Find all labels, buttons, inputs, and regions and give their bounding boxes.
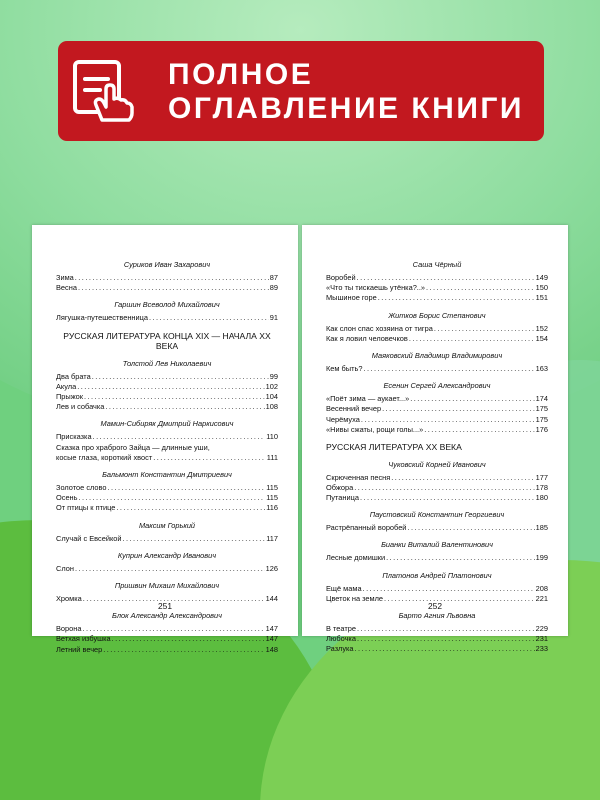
author-name: Блок Александр Александрович xyxy=(112,611,222,621)
entry-title: Хромка xyxy=(56,594,82,604)
leader-dots xyxy=(363,584,535,594)
entry-title: В театре xyxy=(326,623,356,633)
entry-title: Обжора xyxy=(326,482,354,492)
toc-entry xyxy=(56,534,278,544)
leader-dots xyxy=(434,324,535,334)
entry-title: Кем быть? xyxy=(326,364,363,374)
leader-dots xyxy=(424,425,534,435)
entry-page: 177 xyxy=(535,472,548,482)
entry-title: Как слон спас хозяина от тигра xyxy=(326,323,433,333)
entry-title: Черёмуха xyxy=(326,414,360,424)
entry-page: 102 xyxy=(265,381,278,391)
leader-dots xyxy=(386,553,535,563)
entry-title: Путаница xyxy=(326,492,359,502)
entry-title: Лев и собачка xyxy=(56,402,105,412)
toc-entry xyxy=(56,483,278,493)
entry-title: Лягушка-путешественница xyxy=(56,313,148,323)
author-name: Есенин Сергей Александрович xyxy=(383,381,491,391)
author-name: Паустовский Константин Георгиевич xyxy=(369,510,505,520)
entry-title: Случай с Евсейкой xyxy=(56,533,122,543)
banner-title-line2: ОГЛАВЛЕНИЕ КНИГИ xyxy=(168,92,524,125)
entry-title: Весна xyxy=(56,283,77,293)
entry-page: 147 xyxy=(265,634,278,644)
author-name: Платонов Андрей Платонович xyxy=(382,570,492,580)
toc-entry xyxy=(56,392,278,402)
entry-title: Цветок на земле xyxy=(326,593,384,603)
toc-entry xyxy=(326,273,548,283)
entry-page: 163 xyxy=(535,364,548,374)
entry-title: Зима xyxy=(56,273,74,282)
leader-dots xyxy=(357,634,535,644)
entry-page: 147 xyxy=(265,624,278,634)
entry-title: Растрёпанный воробей xyxy=(326,523,407,533)
entry-page: 108 xyxy=(265,402,278,412)
entry-page: 104 xyxy=(265,392,278,402)
entry-title: Разлука xyxy=(326,644,354,654)
leader-dots xyxy=(357,273,535,283)
author-name: Саша Чёрный xyxy=(412,260,462,269)
entry-page: 185 xyxy=(535,523,548,533)
toc-entry xyxy=(326,553,548,563)
leader-dots xyxy=(410,394,534,404)
entry-page: 126 xyxy=(265,563,278,573)
entry-title: Прыжок xyxy=(56,392,84,402)
entry-title: Как я ловил человечков xyxy=(326,333,408,343)
leader-dots xyxy=(93,432,266,442)
leader-dots xyxy=(391,473,534,483)
entry-title: Сказка про храброго Зайца — длинные уши, xyxy=(56,442,210,452)
entry-page: 221 xyxy=(535,593,548,603)
entry-title: Весенний вечер xyxy=(326,404,382,414)
leader-dots xyxy=(108,483,266,493)
entry-page: 99 xyxy=(269,371,278,381)
entry-page: 229 xyxy=(535,623,548,633)
entry-page: 180 xyxy=(535,492,548,502)
entry-page: 154 xyxy=(535,333,548,343)
leader-dots xyxy=(78,283,269,293)
toc-entry xyxy=(326,584,548,594)
header-banner xyxy=(58,41,544,141)
entry-title-continued xyxy=(56,453,278,463)
entry-page: 208 xyxy=(535,583,548,593)
leader-dots xyxy=(77,382,264,392)
entry-title: Два брата xyxy=(56,371,91,381)
author-name: Бальмонт Константин Дмитриевич xyxy=(102,470,232,480)
leader-dots xyxy=(354,483,534,493)
author-name: Пришвин Михаил Михайлович xyxy=(114,581,220,591)
leader-dots xyxy=(92,372,269,382)
entry-page: 148 xyxy=(265,644,278,654)
author-name: Куприн Александр Иванович xyxy=(117,550,217,560)
entry-title: Мышиное горе xyxy=(326,293,377,303)
toc-entry xyxy=(56,372,278,382)
section-heading: РУССКАЯ ЛИТЕРАТУРА XX ВЕКА xyxy=(326,442,462,453)
entry-page: 150 xyxy=(535,283,548,293)
entry-page: 117 xyxy=(266,533,278,543)
entry-title: Акула xyxy=(56,381,77,391)
leader-dots xyxy=(363,364,534,374)
entry-page: 116 xyxy=(266,503,278,513)
entry-page: 115 xyxy=(266,483,278,493)
leader-dots xyxy=(123,534,266,544)
author-name: Житков Борис Степанович xyxy=(388,310,486,320)
author-name: Барто Агния Львовна xyxy=(398,610,476,620)
toc-entry xyxy=(326,624,548,634)
leader-dots xyxy=(407,523,534,533)
toc-entry xyxy=(326,634,548,644)
entry-title: Скрюченная песня xyxy=(326,472,391,482)
author-name: Суриков Иван Захарович xyxy=(123,260,211,269)
entry-title: «Нивы сжаты, рощи голы...» xyxy=(326,424,424,434)
toc-entry xyxy=(326,283,548,293)
toc-entry xyxy=(326,644,548,654)
entry-page: 178 xyxy=(535,482,548,492)
entry-page: 111 xyxy=(266,452,278,462)
entry-page: 231 xyxy=(535,634,548,644)
toc-entry xyxy=(56,402,278,412)
toc-entry xyxy=(326,293,548,303)
entry-page: 89 xyxy=(269,283,278,293)
toc-entry xyxy=(56,283,278,293)
book-page-left xyxy=(32,225,298,654)
entry-title: Золотое слово xyxy=(56,483,107,493)
entry-title: От птицы к птице xyxy=(56,503,116,513)
leader-dots xyxy=(75,273,269,283)
toc-entry xyxy=(326,483,548,493)
leader-dots xyxy=(79,493,266,503)
entry-title: Лесные домишки xyxy=(326,553,386,563)
entry-page: 175 xyxy=(535,414,548,424)
leader-dots xyxy=(149,313,269,323)
toc-entry xyxy=(326,364,548,374)
leader-dots xyxy=(116,503,265,513)
author-name: Мамин-Сибиряк Дмитрий Наркисович xyxy=(100,419,234,429)
toc-entry xyxy=(56,624,278,634)
document-hand-icon xyxy=(72,59,138,123)
entry-page: 151 xyxy=(535,293,548,303)
banner-title-line1: ПОЛНОЕ xyxy=(168,58,314,91)
leader-dots xyxy=(103,645,264,655)
toc-entry xyxy=(56,564,278,574)
entry-title: Присказка xyxy=(56,432,92,442)
entry-page: 199 xyxy=(535,553,548,563)
entry-title: Ворона xyxy=(56,624,82,634)
toc-entry xyxy=(326,523,548,533)
author-name: Максим Горький xyxy=(138,520,196,530)
entry-title: Любочка xyxy=(326,634,356,644)
toc-entry xyxy=(326,425,548,435)
author-name: Толстой Лев Николаевич xyxy=(122,358,212,368)
entry-page: 144 xyxy=(265,594,278,604)
book-page-right xyxy=(302,225,568,654)
entry-page: 149 xyxy=(535,273,548,282)
leader-dots xyxy=(357,624,535,634)
toc-entry xyxy=(56,645,278,655)
leader-dots xyxy=(382,404,535,414)
toc-entry xyxy=(56,313,278,323)
toc-entry xyxy=(326,415,548,425)
page-number-left: 251 xyxy=(158,601,172,611)
author-name: Чуковский Корней Иванович xyxy=(388,459,486,469)
entry-title: Летний вечер xyxy=(56,644,103,654)
entry-page: 115 xyxy=(266,493,278,503)
leader-dots xyxy=(426,283,535,293)
entry-title: Ветхая избушка xyxy=(56,634,111,644)
toc-entry xyxy=(56,443,278,463)
toc-entry xyxy=(326,473,548,483)
entry-title: «Поёт зима — аукает...» xyxy=(326,394,410,404)
entry-title: Ещё мама xyxy=(326,583,362,593)
toc-entry xyxy=(326,493,548,503)
toc-entry xyxy=(326,404,548,414)
toc-entry xyxy=(56,634,278,644)
toc-entry xyxy=(56,382,278,392)
entry-page: 91 xyxy=(269,313,278,323)
leader-dots xyxy=(153,453,266,463)
toc-right xyxy=(326,253,548,655)
entry-title: Осень xyxy=(56,493,78,503)
author-name: Гаршин Всеволод Михайлович xyxy=(114,300,220,310)
leader-dots xyxy=(360,493,535,503)
page-number-right: 252 xyxy=(428,601,442,611)
entry-title: Слон xyxy=(56,563,74,573)
entry-page: 176 xyxy=(535,424,548,434)
author-name: Маяковский Владимир Владимирович xyxy=(371,351,503,361)
entry-title: Воробей xyxy=(326,273,356,282)
leader-dots xyxy=(84,392,265,402)
leader-dots xyxy=(112,634,265,644)
leader-dots xyxy=(378,293,535,303)
entry-title-line2: косые глаза, короткий хвост xyxy=(56,452,153,462)
toc-entry xyxy=(56,273,278,283)
leader-dots xyxy=(409,334,535,344)
toc-entry xyxy=(56,493,278,503)
leader-dots xyxy=(355,644,535,654)
entry-page: 174 xyxy=(535,394,548,404)
toc-left xyxy=(56,253,278,655)
leader-dots xyxy=(82,624,264,634)
entry-page: 175 xyxy=(535,404,548,414)
toc-entry xyxy=(326,324,548,334)
toc-entry xyxy=(326,334,548,344)
entry-page: 87 xyxy=(269,273,278,282)
toc-entry xyxy=(326,394,548,404)
banner-title xyxy=(168,58,524,126)
entry-page: 233 xyxy=(535,644,548,654)
leader-dots xyxy=(75,564,265,574)
entry-title: «Что ты тискаешь утёнка?..» xyxy=(326,283,426,293)
toc-entry xyxy=(56,432,278,442)
leader-dots xyxy=(105,402,264,412)
section-heading: РУССКАЯ ЛИТЕРАТУРА КОНЦА XIX — НАЧАЛА XX ВЕКА xyxy=(63,330,271,352)
leader-dots xyxy=(361,415,535,425)
toc-entry xyxy=(56,503,278,513)
author-name: Бианки Виталий Валентинович xyxy=(381,540,493,550)
entry-page: 110 xyxy=(266,432,278,442)
entry-page: 152 xyxy=(535,323,548,333)
